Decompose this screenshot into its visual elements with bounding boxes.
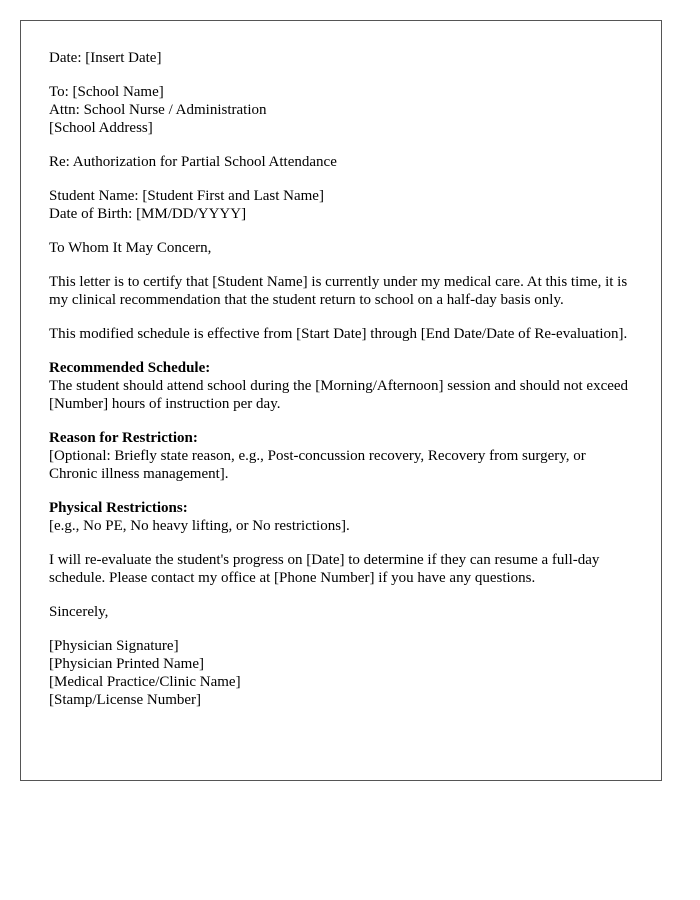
section-reason — [49, 429, 632, 483]
paragraph-effective: This modified schedule is effective from [Start Date] through [End Date/Date of Re-evaluation]. — [49, 326, 628, 342]
salutation: To Whom It May Concern, — [49, 240, 212, 256]
recipient-block — [49, 83, 632, 137]
physician-printed-name: [Physician Printed Name] — [49, 656, 204, 672]
section-schedule — [49, 359, 632, 413]
closing: Sincerely, — [49, 604, 109, 620]
subject-line: Re: Authorization for Partial School Attendance — [49, 154, 337, 170]
student-block — [49, 187, 632, 223]
student-name: Student Name: [Student First and Last Name] — [49, 188, 324, 204]
letter-document — [20, 20, 662, 781]
practice-name: [Medical Practice/Clinic Name] — [49, 674, 241, 690]
paragraph-reevaluate: I will re-evaluate the student's progress on [Date] to determine if they can resume a full-day schedule. Please contact my office at [Phone Number] if you have any questions. — [49, 552, 600, 586]
recipient-to: To: [School Name] — [49, 84, 164, 100]
section-heading: Physical Restrictions: — [49, 500, 188, 516]
section-body: [e.g., No PE, No heavy lifting, or No restrictions]. — [49, 518, 350, 534]
stamp-license: [Stamp/License Number] — [49, 692, 202, 708]
recipient-attn: Attn: School Nurse / Administration — [49, 102, 267, 118]
recipient-address: [School Address] — [49, 120, 153, 136]
section-heading: Recommended Schedule: — [49, 360, 211, 376]
signature-block — [49, 637, 632, 709]
physician-signature: [Physician Signature] — [49, 638, 179, 654]
date-line: Date: [Insert Date] — [49, 50, 162, 66]
section-body: The student should attend school during the [Morning/Afternoon] session and should not exceed [Number] hours of instruction per day. — [49, 378, 629, 412]
student-dob: Date of Birth: [MM/DD/YYYY] — [49, 206, 247, 222]
section-body: [Optional: Briefly state reason, e.g., Post-concussion recovery, Recovery from surgery, or Chronic illness management]. — [49, 448, 586, 482]
section-physical — [49, 499, 632, 535]
paragraph-certify: This letter is to certify that [Student Name] is currently under my medical care. At this time, it is my clinical recommendation that the student return to school on a half-day basis only. — [49, 274, 628, 308]
section-heading: Reason for Restriction: — [49, 430, 198, 446]
